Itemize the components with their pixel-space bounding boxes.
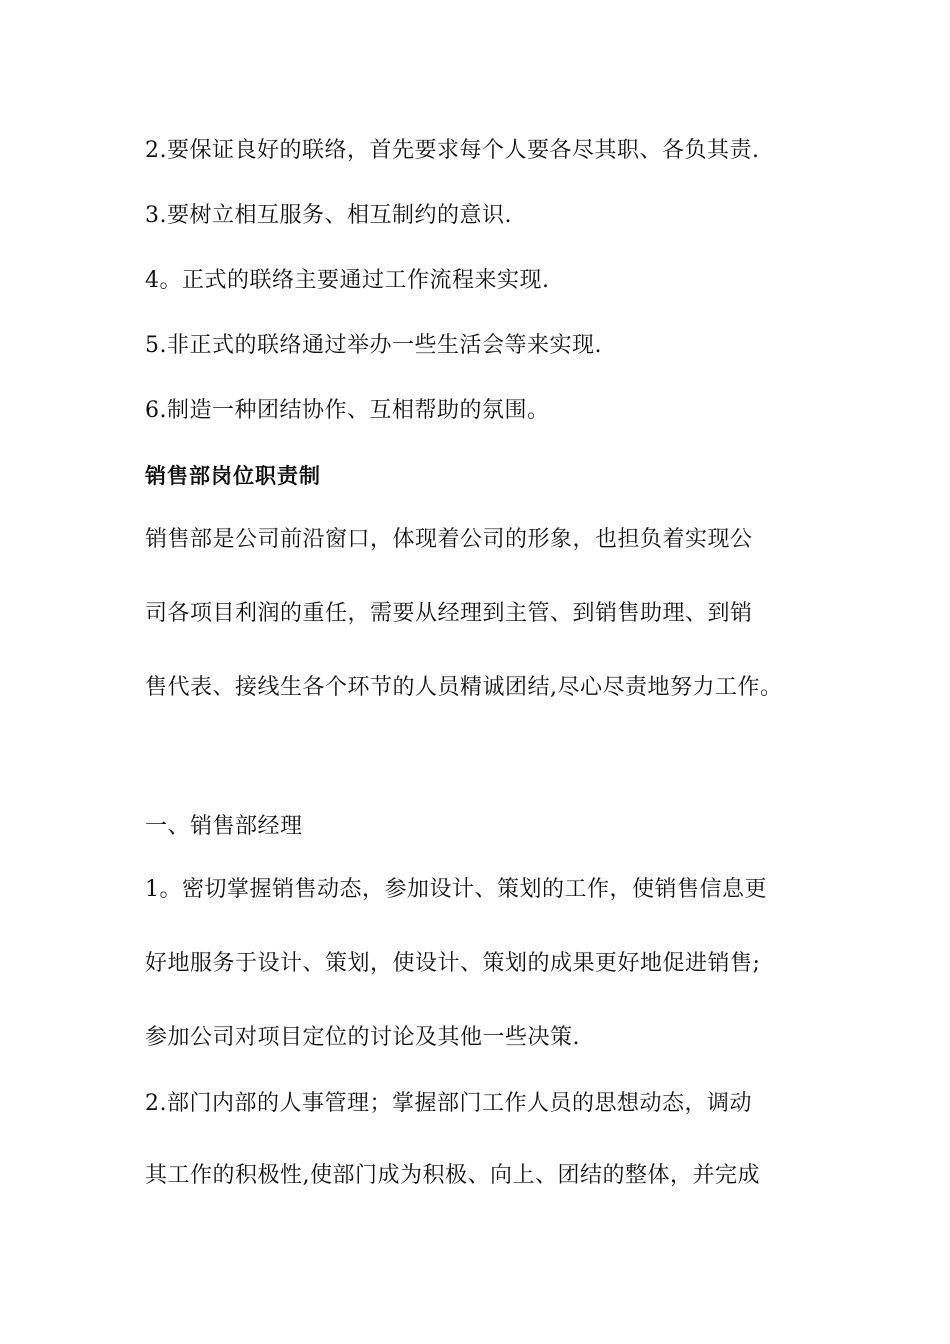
intro-line-2: 司各项目利润的重任，需要从经理到主管、到销售助理、到销	[145, 601, 753, 626]
item-2: 2.要保证良好的联络，首先要求每个人要各尽其职、各负其责.	[145, 138, 760, 163]
item-5: 5.非正式的联络通过举办一些生活会等来实现.	[145, 333, 602, 358]
intro-line-3: 售代表、接线生各个环节的人员精诚团结,尽心尽责地努力工作。	[145, 675, 783, 700]
section-heading: 销售部岗位职责制	[145, 464, 321, 488]
intro-line-1: 销售部是公司前沿窗口，体现着公司的形象，也担负着实现公	[145, 527, 753, 552]
duty-line-1: 1。密切掌握销售动态，参加设计、策划的工作，使销售信息更	[145, 877, 767, 902]
item-6: 6.制造一种团结协作、互相帮助的氛围。	[145, 398, 550, 423]
item-3: 3.要树立相互服务、相互制约的意识.	[145, 203, 512, 228]
duty-line-4: 2.部门内部的人事管理；掌握部门工作人员的思想动态，调动	[145, 1091, 752, 1116]
item-4: 4。正式的联络主要通过工作流程来实现.	[145, 268, 550, 293]
duty-line-5: 其工作的积极性,使部门成为积极、向上、团结的整体，并完成	[145, 1163, 760, 1188]
subheading: 一、销售部经理	[145, 814, 303, 839]
duty-line-3: 参加公司对项目定位的讨论及其他一些决策.	[145, 1025, 580, 1050]
duty-line-2: 好地服务于设计、策划，使设计、策划的成果更好地促进销售;	[145, 951, 761, 976]
